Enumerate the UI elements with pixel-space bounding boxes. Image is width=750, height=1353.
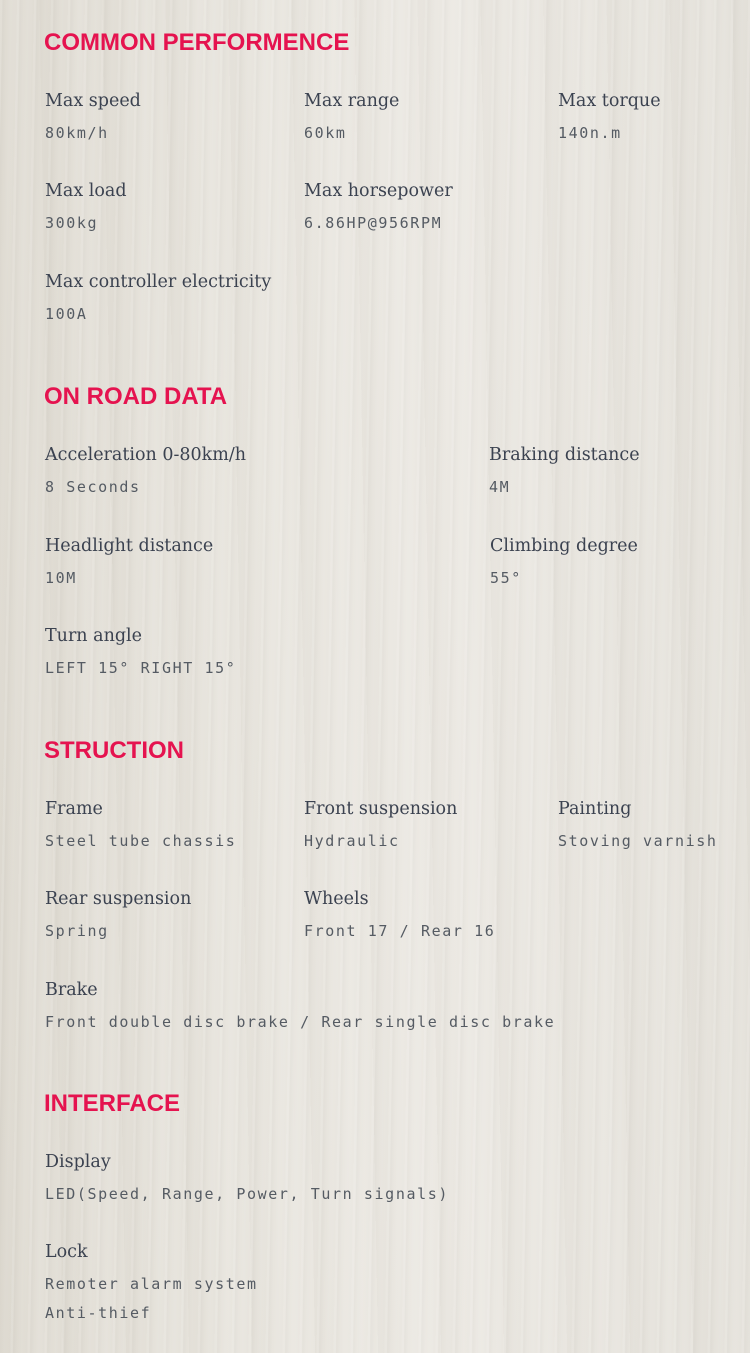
section-title-interface: INTERFACE — [44, 1090, 181, 1117]
spec-label: Max controller electricity — [45, 272, 272, 292]
spec-display — [45, 1151, 449, 1203]
spec-label: Display — [45, 1152, 111, 1172]
spec-value: LEFT 15° RIGHT 15° — [45, 659, 237, 677]
section-title-struction: STRUCTION — [44, 737, 184, 764]
spec-max-speed — [45, 90, 141, 142]
spec-label: Max horsepower — [304, 181, 453, 201]
spec-value: Front 17 / Rear 16 — [304, 922, 496, 940]
spec-max-range — [304, 90, 399, 142]
spec-label: Max range — [304, 91, 400, 111]
spec-max-torque — [558, 90, 661, 142]
spec-value: 100A — [45, 305, 88, 323]
spec-value: Anti-thief — [45, 1304, 152, 1322]
spec-turn-angle — [45, 625, 236, 677]
spec-value: 55° — [490, 569, 522, 587]
spec-label: Lock — [45, 1242, 88, 1262]
spec-headlight-distance — [45, 535, 213, 587]
spec-value: Steel tube chassis — [45, 832, 237, 850]
spec-label: Turn angle — [45, 626, 143, 646]
spec-acceleration — [45, 444, 246, 496]
spec-value: LED(Speed, Range, Power, Turn signals) — [45, 1185, 449, 1203]
spec-max-controller-electricity — [45, 271, 271, 323]
spec-value: Hydraulic — [304, 832, 400, 850]
spec-label: Braking distance — [489, 445, 640, 465]
spec-label: Max load — [45, 181, 127, 201]
spec-max-horsepower — [304, 180, 453, 232]
spec-rear-suspension — [45, 888, 191, 940]
spec-value: 4M — [489, 478, 511, 496]
spec-label: Max speed — [45, 91, 141, 111]
spec-label: Max torque — [558, 91, 661, 111]
spec-value: Remoter alarm system — [45, 1275, 258, 1293]
spec-value: 8 Seconds — [45, 478, 141, 496]
spec-frame — [45, 798, 236, 850]
section-title-common-performance: COMMON PERFORMENCE — [44, 29, 350, 56]
spec-label: Brake — [45, 980, 98, 1000]
spec-label: Headlight distance — [45, 536, 214, 556]
spec-brake — [45, 979, 555, 1031]
spec-value: 140n.m — [558, 124, 622, 142]
spec-label: Rear suspension — [45, 889, 192, 909]
spec-lock — [45, 1241, 258, 1322]
spec-value: 10M — [45, 569, 77, 587]
spec-label: Wheels — [304, 889, 369, 909]
spec-value: 6.86HP@956RPM — [304, 214, 443, 232]
spec-painting — [558, 798, 717, 850]
spec-value: 60km — [304, 124, 347, 142]
spec-front-suspension — [304, 798, 457, 850]
spec-climbing-degree — [490, 535, 638, 587]
spec-max-load — [45, 180, 127, 232]
spec-label: Climbing degree — [490, 536, 638, 556]
spec-wheels — [304, 888, 495, 940]
spec-label: Front suspension — [304, 799, 458, 819]
spec-label: Painting — [558, 799, 632, 819]
spec-value: 300kg — [45, 214, 99, 232]
section-title-on-road-data: ON ROAD DATA — [44, 383, 228, 410]
spec-value: Stoving varnish — [558, 832, 718, 850]
spec-value: Front double disc brake / Rear single disc brake — [45, 1013, 556, 1031]
spec-label: Frame — [45, 799, 103, 819]
spec-value: 80km/h — [45, 124, 109, 142]
spec-value: Spring — [45, 922, 109, 940]
spec-braking-distance — [489, 444, 640, 496]
spec-label: Acceleration 0-80km/h — [45, 445, 247, 465]
